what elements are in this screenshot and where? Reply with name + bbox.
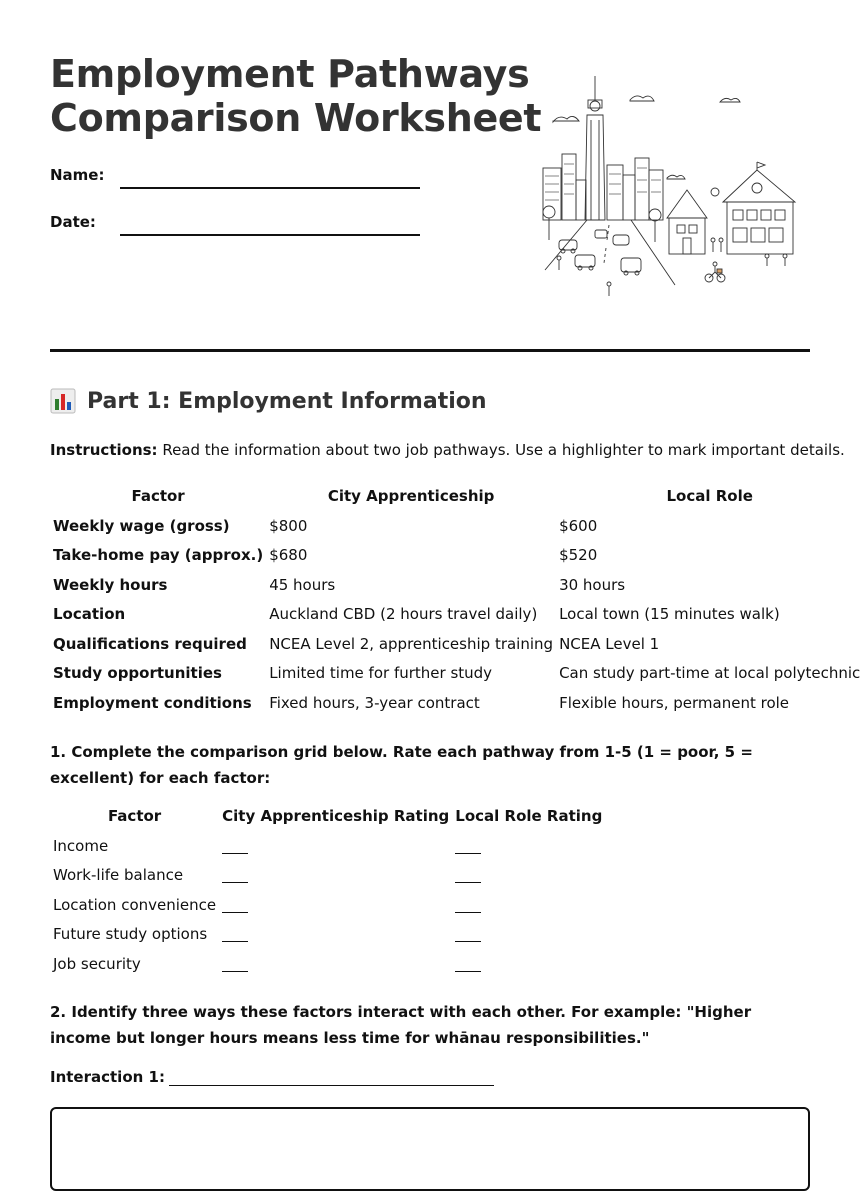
local-rating-blank[interactable] xyxy=(452,949,605,979)
factor-cell: Take-home pay (approx.) xyxy=(53,546,264,565)
question-2: 2. Identify three ways these factors interact with each other. For example: "Higher income but longer hours means less time for whānau responsibilities." xyxy=(50,1003,752,1047)
title-line-2: Comparison Worksheet xyxy=(50,96,542,140)
instructions-text: Read the information about two job pathways. Use a highlighter to mark important details. xyxy=(157,441,845,459)
local-rating-blank[interactable] xyxy=(452,831,605,861)
local-rating-blank[interactable] xyxy=(452,861,605,891)
rating-grid xyxy=(50,801,605,979)
local-rating-blank[interactable] xyxy=(452,890,605,920)
city-rating-blank[interactable] xyxy=(219,831,452,861)
city-rating-blank[interactable] xyxy=(219,920,452,950)
city-cell: $800 xyxy=(269,516,308,535)
rating-row xyxy=(50,861,605,891)
table-header-row xyxy=(50,481,860,511)
answer-box[interactable] xyxy=(50,1107,810,1191)
header-factor: Factor xyxy=(131,487,185,505)
local-cell: Local town (15 minutes walk) xyxy=(559,605,780,624)
rating-row xyxy=(50,890,605,920)
bar-chart-icon xyxy=(50,388,76,414)
section-divider xyxy=(50,349,810,352)
local-cell: 30 hours xyxy=(559,575,626,594)
rating-header-city: City Apprenticeship Rating xyxy=(222,807,450,825)
table-row xyxy=(50,511,860,541)
city-cell: $680 xyxy=(269,546,308,565)
rating-factor: Future study options xyxy=(53,925,208,944)
interaction-1 xyxy=(50,1068,494,1086)
local-cell: Flexible hours, permanent role xyxy=(559,693,790,712)
date-field[interactable] xyxy=(120,234,420,236)
interaction-1-line[interactable] xyxy=(169,1071,494,1086)
header-city-apprenticeship: City Apprenticeship xyxy=(327,487,495,505)
city-cell: NCEA Level 2, apprenticeship training xyxy=(269,634,554,653)
factor-cell: Weekly hours xyxy=(53,575,168,594)
factor-cell: Qualifications required xyxy=(53,634,247,653)
table-row xyxy=(50,688,860,718)
name-label: Name: xyxy=(50,166,105,184)
rating-factor: Job security xyxy=(53,954,141,973)
header-local-role: Local Role xyxy=(666,487,753,505)
instructions-label: Instructions: xyxy=(50,441,158,459)
interaction-1-label: Interaction 1: xyxy=(50,1068,165,1086)
local-rating-blank[interactable] xyxy=(452,920,605,950)
rating-header-local: Local Role Rating xyxy=(455,807,603,825)
city-rating-blank[interactable] xyxy=(219,861,452,891)
table-row xyxy=(50,659,860,689)
rating-factor: Income xyxy=(53,836,109,855)
city-cell: Fixed hours, 3-year contract xyxy=(269,693,480,712)
local-cell: NCEA Level 1 xyxy=(559,634,660,653)
rating-header-row xyxy=(50,801,605,831)
date-label: Date: xyxy=(50,213,96,231)
factor-cell: Location xyxy=(53,605,126,624)
rating-row xyxy=(50,949,605,979)
local-cell: $600 xyxy=(559,516,598,535)
question-1: 1. Complete the comparison grid below. Rate each pathway from 1-5 (1 = poor, 5 = excellent) for each factor: xyxy=(50,743,753,787)
city-rating-blank[interactable] xyxy=(219,949,452,979)
local-cell: $520 xyxy=(559,546,598,565)
part1-heading xyxy=(50,388,487,414)
rating-factor: Location convenience xyxy=(53,895,217,914)
page-title xyxy=(50,52,541,140)
title-line-1: Employment Pathways xyxy=(50,52,530,96)
factor-cell: Study opportunities xyxy=(53,664,222,683)
rating-row xyxy=(50,920,605,950)
table-row xyxy=(50,600,860,630)
local-cell: Can study part-time at local polytechnic xyxy=(559,664,860,683)
factor-cell: Employment conditions xyxy=(53,693,252,712)
rating-row xyxy=(50,831,605,861)
table-row xyxy=(50,541,860,571)
part1-title: Part 1: Employment Information xyxy=(87,388,487,414)
name-field[interactable] xyxy=(120,187,420,189)
city-town-illustration xyxy=(535,70,805,300)
table-row xyxy=(50,570,860,600)
factor-cell: Weekly wage (gross) xyxy=(53,516,230,535)
table-row xyxy=(50,629,860,659)
instructions xyxy=(50,441,845,459)
city-cell: Limited time for further study xyxy=(269,664,493,683)
city-cell: Auckland CBD (2 hours travel daily) xyxy=(269,605,538,624)
rating-header-factor: Factor xyxy=(107,807,162,825)
city-rating-blank[interactable] xyxy=(219,890,452,920)
rating-factor: Work-life balance xyxy=(53,866,184,885)
employment-info-table xyxy=(50,481,860,718)
city-cell: 45 hours xyxy=(269,575,336,594)
